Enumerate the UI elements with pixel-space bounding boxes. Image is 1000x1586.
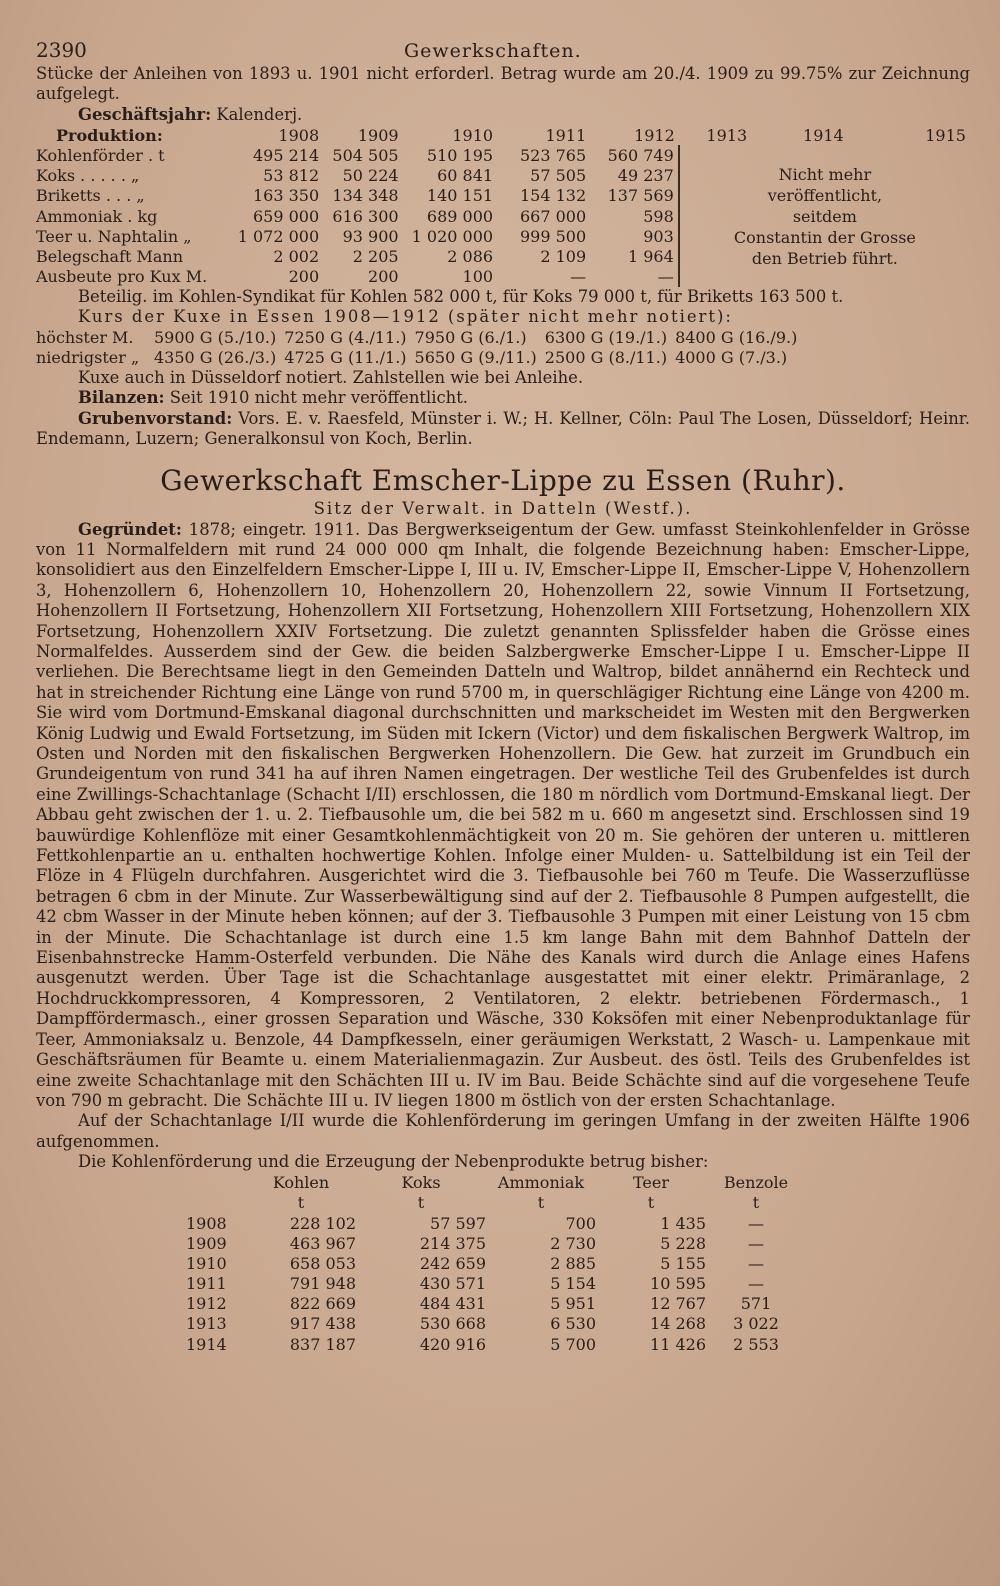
output-table (186, 1173, 806, 1355)
value-cell: 2 730 (550, 1233, 596, 1253)
value-cell: 5 700 (550, 1334, 596, 1354)
year-cell: 1915 (925, 125, 966, 145)
value-cell: 598 (643, 206, 674, 226)
note-line: seitdem (792, 206, 857, 226)
value-cell: 616 300 (332, 206, 399, 226)
description-paragraph (36, 520, 970, 1112)
note-line: den Betrieb führt. (751, 248, 898, 268)
year-cell: 1913 (706, 125, 748, 145)
output-row (186, 1233, 806, 1253)
row-label: Ausbeute pro Kux M. (36, 267, 208, 287)
year-cell: 1912 (186, 1294, 227, 1314)
value-cell: 50 224 (342, 166, 399, 186)
value-cell: 53 812 (263, 166, 320, 186)
section-subtitle: Sitz der Verwalt. in Datteln (Westf.). (313, 498, 693, 518)
kurs-heading: Kurs der Kuxe in Essen 1908—1912 (später nicht mehr notiert): (78, 307, 733, 327)
kurs-table (36, 328, 805, 368)
value-cell: — (570, 267, 587, 287)
value-cell: 504 505 (332, 146, 399, 165)
value-cell: — (748, 1233, 764, 1253)
output-intro: Die Kohlenförderung und die Erzeugung der Nebenprodukte betrug bisher: (78, 1152, 709, 1172)
kurs-cell: 4725 G (11./1.) (284, 348, 407, 368)
kurs-cell: 5650 G (9./11.) (414, 348, 537, 368)
year-cell: 1910 (186, 1253, 227, 1273)
value-cell: 2 553 (733, 1334, 779, 1354)
value-cell: 2 885 (550, 1253, 596, 1273)
value-cell: 530 668 (419, 1314, 486, 1334)
later-years (679, 125, 970, 145)
value-cell: 2 002 (273, 246, 320, 266)
running-head: Gewerkschaften. (404, 40, 582, 62)
year-cell: 1911 (545, 125, 587, 145)
kurs-cell: 6300 G (19./1.) (544, 328, 668, 348)
start-paragraph: Auf der Schachtanlage I/II wurde die Kohlenförderung im geringen Umfang in der zweiten Hälfte 1906 aufgenommen. (36, 1111, 970, 1151)
value-cell: 134 348 (332, 186, 399, 206)
value-cell: 100 (462, 267, 494, 287)
value-cell: 3 022 (733, 1314, 779, 1334)
output-unit-row (186, 1193, 806, 1213)
grubenvorstand (36, 409, 970, 450)
value-cell: 1 020 000 (411, 226, 494, 246)
value-cell: 560 749 (607, 146, 674, 165)
value-cell: 1 964 (627, 246, 674, 266)
year-cell: 1912 (634, 125, 675, 145)
kurs-label: höchster M. (36, 328, 134, 348)
column-header: Ammoniak (497, 1173, 585, 1193)
value-cell: 1 072 000 (237, 226, 320, 246)
row-label: Teer u. Naphtalin „ (36, 226, 192, 246)
value-cell: 5 154 (550, 1274, 596, 1294)
value-cell: — (748, 1274, 764, 1294)
unit-cell: t (537, 1193, 545, 1213)
value-cell: — (748, 1213, 764, 1233)
column-header: Benzole (723, 1173, 789, 1193)
value-cell: 837 187 (289, 1334, 356, 1354)
value-cell: 200 (288, 267, 320, 287)
value-cell: 140 151 (426, 186, 494, 206)
output-row (186, 1253, 806, 1273)
description-text: 1878; eingetr. 1911. Das Bergwerkseigentum der Gew. umfasst Steinkohlenfelder in Grösse von 11 Normalfeldern mit rund 24 000 000 qm Inhalt, die folgende Bezeichnung haben: Emscher-Lippe, konsolidiert aus den Einzelfeldern Emscher-Lippe I, III u. IV, Emscher-Lippe II, Emscher-Lippe V, Hohenzollern 3, Hohenzollern 6, Hohenzollern 10, Hohenzollern 20, Hohenzollern 22, sowie Vinnum II Fortsetzung, Hohenzollern II Fortsetzung, Hohenzollern XII Fortsetzung, Hohenzollern XIII Fortsetzung, Hohenzollern XIX Fortsetzung, Hohenzollern XXIV Fortsetzung. Die zuletzt genannten Splissfelder haben die Grösse eines Normalfeldes. Ausserdem sind der Gew. die beiden Salzbergwerke Emscher-Lippe I u. Emscher-Lippe II verliehen. Die Berechtsame liegt in den Gemeinden Datteln und Waltrop, bildet annähernd ein Rechteck und hat in streichender Richtung eine Länge von rund 5700 m, in querschlägiger Richtung eine Länge von 4200 m. Sie wird vom Dortmund-Emskanal diagonal durchschnitten und markscheidet im Westen mit den Bergwerken König Ludwig und Ewald Fortsetzung, im Süden mit Ickern (Victor) und dem fiskalischen Bergwerk Waltrop, im Osten und Norden mit den fiskalischen Bergwerken Hohenzollern. Die Gew. hat zurzeit im Grundbuch ein Grundeigentum von rund 341 ha auf ihren Namen eingetragen. Der westliche Teil des Grubenfeldes ist durch eine Zwillings-Schachtanlage (Schacht I/II) erschlossen, die 180 m nördlich vom Dortmund-Emskanal liegt. Der Abbau geht zwischen der 1. u. 2. Tiefbausohle um, die bei 582 m u. 660 m angesetzt sind. Erschlossen sind 19 bauwürdige Kohlenflöze mit einer Gesamtkohlenmächtigkeit von 20 m. Sie gehören der unteren u. mittleren Fettkohlenpartie an u. enthalten hochwertige Kohlen. Infolge einer Mulden- u. Sattelbildung ist ein Teil der Flöze in 4 Flügeln durchfahren. Ausgerichtet wird die 3. Tiefbausohle bei 760 m Teufe. Die Wasserzuflüsse betragen 6 cbm in der Minute. Zur Wasserbewältigung sind auf der 2. Tiefbausohle 8 Pumpen aufgestellt, die 42 cbm Wasser in der Minute heben können; auf der 3. Tiefbausohle 3 Pumpen mit einer Leistung von 15 cbm in der Minute. Die Schachtanlage ist durch eine 1.5 km lange Bahn mit dem Bahnhof Datteln der Eisenbahnstrecke Hamm-Osterfeld verbunden. Die Nähe des Kanals wird durch die Anlage eines Hafens ausgenutzt werden. Über Tage ist die Schachtanlage ausgestattet mit einer elektr. Primäranlage, 2 Hochdruckkompressoren, 4 Kompressoren, 2 Ventilatoren, 2 elektr. betriebenen Fördermasch., 1 Dampffördermasch., einer grossen Separation und Wäsche, 330 Koksöfen mit einer Nebenproduktanlage für Teer, Ammoniaksalz u. Benzole, 44 Dampfkesseln, einer geräumigen Werkstatt, 2 Wasch- u. Lampenkaue mit Geschäftsräumen für Beamte u. einem Materialienmagazin. Zur Ausbeut. des östl. Teils des Grubenfeldes ist eine zweite Schachtanlage mit den Schächten III u. IV im Bau. Beide Schächte sind auf die vorgesehene Teufe von 790 m gebracht. Die Schächte III u. IV liegen 1800 m östlich von der ersten Schachtanlage. (36, 519, 970, 1110)
kurs-cell: 7250 G (4./11.) (284, 328, 407, 348)
value-cell: 822 669 (289, 1294, 356, 1314)
value-cell: 667 000 (519, 206, 587, 226)
value-cell: 49 237 (617, 166, 674, 186)
value-cell: 200 (368, 267, 399, 287)
output-header-row (186, 1173, 806, 1193)
value-cell: 10 595 (650, 1274, 706, 1294)
year-cell: 1908 (186, 1213, 227, 1233)
geschaeftsjahr (36, 105, 970, 125)
kurs-row (36, 348, 805, 368)
value-cell: 5 228 (660, 1233, 706, 1253)
kurs-note: Kuxe auch in Düsseldorf notiert. Zahlstellen wie bei Anleihe. (78, 367, 584, 387)
value-cell: 14 268 (650, 1314, 706, 1334)
geschaeftsjahr-value: Kalenderj. (216, 104, 303, 124)
value-cell: 523 765 (519, 146, 587, 165)
value-cell: — (657, 267, 674, 287)
year-cell: 1914 (186, 1334, 227, 1354)
value-cell: 5 155 (660, 1253, 706, 1273)
note-line: Nicht mehr (778, 164, 872, 184)
grubenvorstand-text: Vors. E. v. Raesfeld, Münster i. W.; H. Kellner, Cöln: Paul The Losen, Düsseldorf; Heinr. Endemann, Luzern; Generalkonsul von Koch, Berlin. (36, 408, 970, 449)
bilanzen-text: Seit 1910 nicht mehr veröffentlicht. (169, 388, 469, 408)
page-number: 2390 (36, 38, 87, 62)
value-cell: 6 530 (550, 1314, 596, 1334)
value-cell: 420 916 (419, 1334, 486, 1354)
bilanzen-label: Bilanzen: (78, 388, 165, 408)
value-cell: 2 086 (447, 246, 494, 266)
output-row (186, 1273, 806, 1293)
grubenvorstand-label: Grubenvorstand: (78, 408, 233, 428)
production-table (36, 125, 970, 287)
output-row (186, 1314, 806, 1334)
column-header: Koks (401, 1173, 441, 1193)
row-label: Kohlenförder . t (36, 146, 165, 165)
value-cell: 12 767 (650, 1294, 706, 1314)
value-cell: 93 900 (342, 226, 399, 246)
geschaeftsjahr-label: Geschäftsjahr: (78, 104, 212, 124)
value-cell: 214 375 (419, 1233, 486, 1253)
year-cell: 1908 (278, 125, 320, 145)
value-cell: 658 053 (289, 1253, 356, 1273)
value-cell: 57 505 (530, 166, 587, 186)
output-row (186, 1294, 806, 1314)
year-cell: 1909 (357, 125, 399, 145)
value-cell: 463 967 (289, 1233, 356, 1253)
value-cell: 154 132 (519, 186, 587, 206)
value-cell: 571 (740, 1294, 772, 1314)
value-cell: 5 951 (550, 1294, 596, 1314)
value-cell: 484 431 (419, 1294, 486, 1314)
value-cell: 689 000 (426, 206, 494, 226)
kurs-cell: 8400 G (16./9.) (675, 328, 798, 348)
row-label: Briketts . . . „ (36, 186, 145, 206)
kurs-row (36, 328, 805, 348)
bilanzen (36, 388, 970, 408)
section-title: Gewerkschaft Emscher-Lippe zu Essen (Ruhr). (160, 463, 846, 497)
column-header: Kohlen (272, 1173, 330, 1193)
column-header: Teer (632, 1173, 669, 1193)
production-header-row (36, 125, 970, 145)
kurs-label: niedrigster „ (36, 348, 140, 368)
value-cell: 1 435 (660, 1213, 706, 1233)
row-label: Koks . . . . . „ (36, 166, 140, 186)
value-cell: 510 195 (426, 146, 494, 165)
value-cell: 60 841 (437, 166, 494, 186)
value-cell: 2 109 (540, 246, 587, 266)
value-cell: 917 438 (289, 1314, 356, 1334)
kurs-cell: 2500 G (8./11.) (544, 348, 668, 368)
year-cell: 1914 (803, 125, 844, 145)
syndikat-share: Beteilig. im Kohlen-Syndikat für Kohlen 582 000 t, für Koks 79 000 t, für Briketts 163 500 t. (78, 286, 844, 306)
output-row (186, 1334, 806, 1354)
unit-cell: t (752, 1193, 760, 1213)
production-label: Produktion: (56, 125, 163, 145)
value-cell: 2 205 (352, 246, 399, 266)
note-line: Constantin der Grosse (733, 227, 916, 247)
value-cell: — (748, 1253, 764, 1273)
kurs-cell: 5900 G (5./10.) (154, 328, 277, 348)
year-cell: 1909 (186, 1233, 227, 1253)
gegruendet-label: Gegründet: (78, 519, 182, 539)
kurs-cell: 4350 G (26./3.) (154, 348, 277, 368)
not-published-note (679, 145, 970, 286)
value-cell: 11 426 (650, 1334, 706, 1354)
value-cell: 228 102 (289, 1213, 356, 1233)
row-label: Ammoniak . kg (36, 206, 158, 226)
unit-cell: t (417, 1193, 425, 1213)
value-cell: 242 659 (419, 1253, 486, 1273)
value-cell: 999 500 (519, 226, 587, 246)
year-cell: 1913 (186, 1314, 227, 1334)
row-label: Belegschaft Mann (36, 246, 184, 266)
kurs-cell: 4000 G (7./3.) (675, 348, 788, 368)
value-cell: 430 571 (419, 1274, 486, 1294)
value-cell: 163 350 (252, 186, 320, 206)
value-cell: 57 597 (430, 1213, 486, 1233)
note-line: veröffentlicht, (767, 185, 883, 205)
kurs-cell: 7950 G (6./1.) (414, 328, 527, 348)
intro-text: Stücke der Anleihen von 1893 u. 1901 nicht erforderl. Betrag wurde am 20./4. 1909 zu 99.75% zur Zeichnung aufgelegt. (36, 64, 970, 104)
production-row (36, 145, 970, 165)
value-cell: 495 214 (252, 146, 320, 165)
value-cell: 700 (565, 1213, 596, 1233)
year-cell: 1911 (186, 1274, 227, 1294)
value-cell: 137 569 (607, 186, 674, 206)
value-cell: 791 948 (289, 1274, 356, 1294)
year-cell: 1910 (452, 125, 494, 145)
output-row (186, 1213, 806, 1233)
unit-cell: t (647, 1193, 655, 1213)
page-header (36, 32, 970, 64)
unit-cell: t (297, 1193, 305, 1213)
value-cell: 659 000 (252, 206, 320, 226)
value-cell: 903 (643, 226, 674, 246)
